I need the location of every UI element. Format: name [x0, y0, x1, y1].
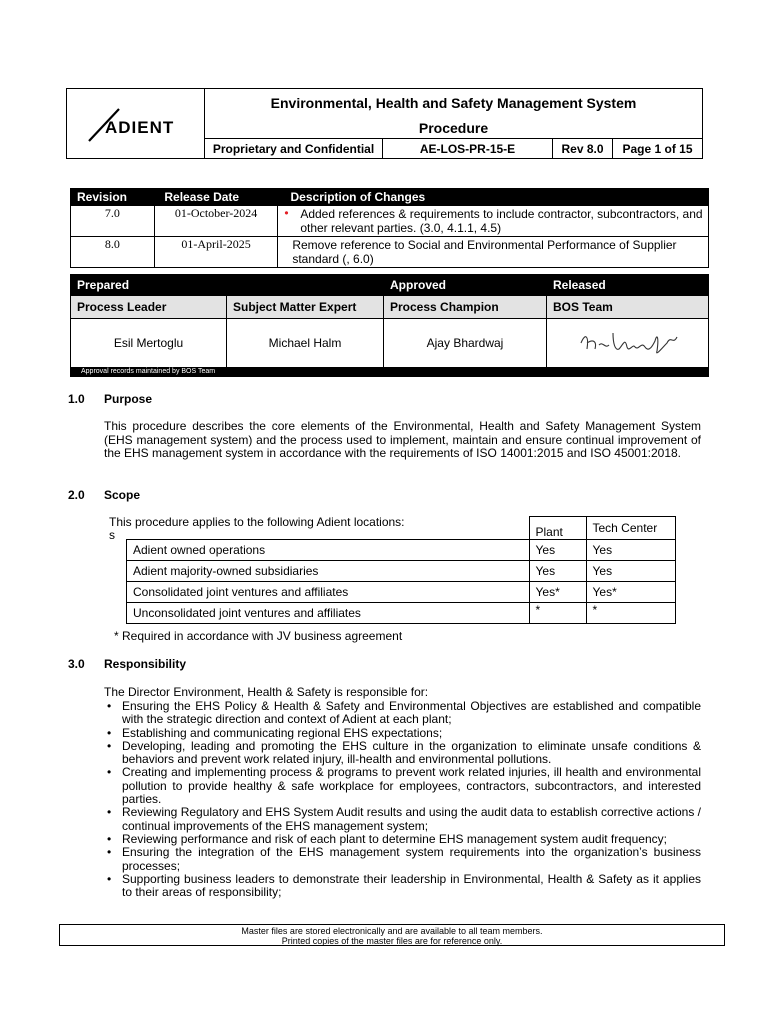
approved-label: Approved [390, 278, 447, 292]
name-subject-matter-expert: Michael Halm [227, 319, 384, 367]
section-number: 2.0 [68, 488, 85, 502]
location-label: Adient owned operations [127, 539, 530, 560]
scope-stray-char: s [109, 528, 115, 542]
prepared-label: Prepared [77, 278, 130, 292]
revision-label: Rev 8.0 [553, 139, 613, 159]
location-label: Consolidated joint ventures and affiliates [127, 581, 530, 602]
col-release-date: Release Date [164, 190, 240, 204]
page-footer [59, 924, 725, 946]
purpose-text: This procedure describes the core elements of the Environmental, Health and Safety Management System (EHS management system) and the process used to implement, maintain and ensure continual improvement of the EHS management system in accordance with the requirements of ISO 14001:2015 and ISO 45001:2018. [104, 419, 701, 460]
section-number: 3.0 [68, 657, 85, 671]
classification: Proprietary and Confidential [205, 139, 383, 159]
revision-number: 8.0 [71, 237, 155, 267]
change-description: Remove reference to Social and Environmental Performance of Supplier standard (, 6.0) [292, 238, 677, 266]
release-date: 01-October-2024 [155, 206, 279, 236]
tech-value: * [586, 602, 675, 623]
document-subtitle: Procedure [418, 120, 489, 136]
list-item: • Ensuring the integration of the EHS management system requirements into the organization’s business processes; [104, 846, 701, 873]
footer-line-1: Master files are stored electronically and are available to all team members. [241, 926, 543, 936]
table-row [127, 517, 676, 540]
logo-text: ADIENT [105, 118, 175, 137]
col-plant: Plant [529, 517, 586, 540]
approval-names [71, 318, 708, 367]
bullet-icon: • [284, 206, 289, 220]
role-process-leader: Process Leader [71, 296, 227, 318]
list-item: • Supporting business leaders to demonstrate their leadership in Environmental, Health & Safety as it applies to their areas of responsibility; [104, 873, 701, 900]
list-item: • Ensuring the EHS Policy & Health & Safety and Environmental Objectives are established and compatible with the strategic direction and context of Adient at each plant; [104, 700, 701, 727]
approval-footnote: Approval records maintained by BOS Team [71, 367, 708, 376]
plant-value: Yes* [529, 581, 586, 602]
change-text: Added references & requirements to include contractor, subcontractors, and other relevant parties. (3.0, 4.1.1, 4.5) [300, 207, 703, 235]
plant-value: Yes [529, 539, 586, 560]
location-label: Unconsolidated joint ventures and affiliates [127, 602, 530, 623]
scope-table [126, 516, 676, 624]
table-row [127, 560, 676, 581]
scope-note: * Required in accordance with JV business agreement [114, 629, 403, 643]
role-bos-team: BOS Team [553, 300, 613, 314]
list-item: • Reviewing Regulatory and EHS System Audit results and using the audit data to establish corrective actions / continual improvements of the EHS management system; [104, 806, 701, 833]
plant-value: * [529, 602, 586, 623]
list-item: • Developing, leading and promoting the EHS culture in the organization to eliminate unsafe conditions & behaviors and prevent work related injury, ill-health and environmental pollutions. [104, 740, 701, 767]
col-tech-center: Tech Center [586, 517, 675, 540]
table-row [71, 236, 708, 267]
section-number: 1.0 [68, 392, 85, 406]
plant-value: Yes [529, 560, 586, 581]
role-process-champion: Process Champion [384, 296, 547, 318]
tech-value: Yes [586, 560, 675, 581]
location-label: Adient majority-owned subsidiaries [127, 560, 530, 581]
tech-value: Yes [586, 539, 675, 560]
table-row [127, 602, 676, 623]
revision-table [70, 188, 709, 268]
signature [547, 319, 708, 367]
doc-number: AE-LOS-PR-15-E [383, 139, 553, 159]
col-revision: Revision [77, 190, 128, 204]
tech-value: Yes* [586, 581, 675, 602]
adient-logo [67, 89, 205, 158]
document-title: Environmental, Health and Safety Management System [270, 95, 637, 111]
list-item: • Establishing and communicating regional EHS expectations; [104, 727, 701, 740]
approval-header [71, 275, 708, 295]
responsibility-intro: The Director Environment, Health & Safety is responsible for: [104, 685, 429, 699]
section-title-scope: Scope [104, 488, 141, 502]
revision-number: 7.0 [71, 206, 155, 236]
name-process-champion: Ajay Bhardwaj [384, 319, 547, 367]
approval-roles [71, 295, 708, 318]
name-process-leader: Esil Mertoglu [71, 319, 227, 367]
empty-cell [127, 517, 530, 540]
revision-table-header [71, 189, 708, 205]
table-row [127, 539, 676, 560]
role-subject-matter-expert: Subject Matter Expert [227, 296, 384, 318]
table-row [127, 581, 676, 602]
list-item: • Creating and implementing process & programs to prevent work related injuries, ill health and environmental pollution to provide healthy & safe workplace for employees, contractors, subcontractors, and interested parties. [104, 766, 701, 806]
release-date: 01-April-2025 [155, 237, 279, 267]
scope-intro-text: This procedure applies to the following Adient locations: [109, 515, 405, 529]
approval-table [70, 274, 709, 377]
list-item: • Reviewing performance and risk of each plant to determine EHS management system audit frequency; [104, 833, 701, 846]
change-description [278, 206, 708, 236]
footer-line-2: Printed copies of the master files are for reference only. [281, 936, 503, 946]
section-title-responsibility: Responsibility [104, 657, 187, 671]
col-description: Description of Changes [290, 190, 426, 204]
responsibility-list [104, 700, 701, 899]
table-row [71, 205, 708, 236]
section-title-purpose: Purpose [104, 392, 153, 406]
document-header [66, 88, 703, 159]
page-label: Page 1 of 15 [622, 142, 693, 156]
released-label: Released [553, 278, 606, 292]
header-meta-row [205, 138, 702, 159]
